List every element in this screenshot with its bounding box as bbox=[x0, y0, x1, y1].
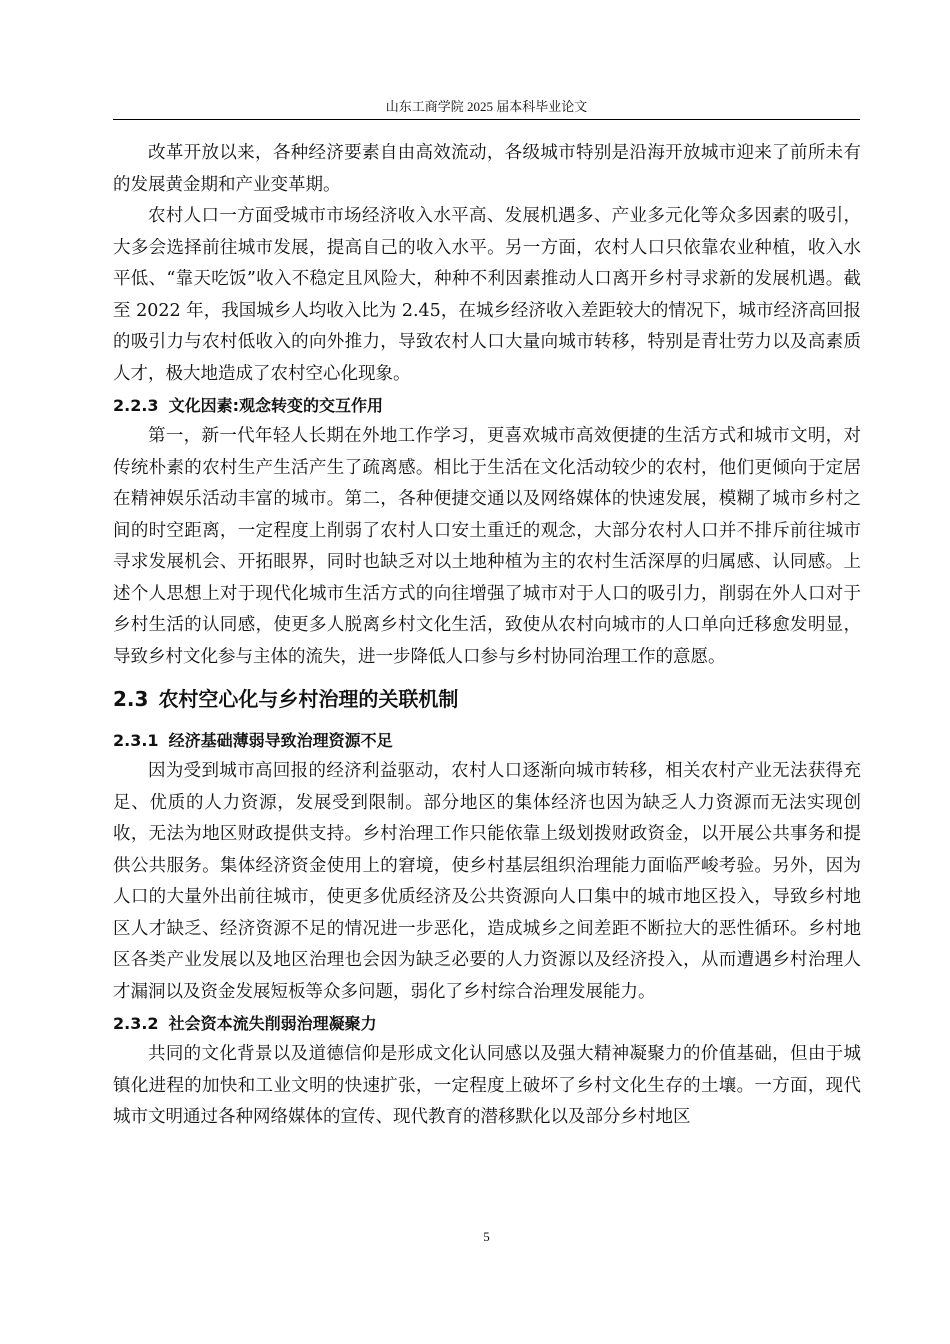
heading-title: 农村空心化与乡村治理的关联机制 bbox=[158, 687, 459, 711]
header-rule bbox=[113, 119, 860, 120]
heading-2-3-1 bbox=[113, 725, 861, 756]
paragraph-economic-base: 因为受到城市高回报的经济利益驱动，农村人口逐渐向城市转移，相关农村产业无法获得充足、优质的人力资源，发展受到限制。部分地区的集体经济也因为缺乏人力资源而无法实现创收，无法为地区财政提供支持。乡村治理工作只能依靠上级划拨财政资金，以开展公共事务和提供公共服务。集体经济资金使用上的窘境，使乡村基层组织治理能力面临严峻考验。另外，因为人口的大量外出前往城市，使更多优质经济及公共资源向人口集中的城市地区投入，导致乡村地区人才缺乏、经济资源不足的情况进一步恶化，造成城乡之间差距不断拉大的恶性循环。乡村地区各类产业发展以及地区治理也会因为缺乏必要的人力资源以及经济投入，从而遭遇乡村治理人才漏洞以及资金发展短板等众多问题，弱化了乡村综合治理发展能力。 bbox=[113, 761, 861, 1002]
page-number: 5 bbox=[483, 1229, 490, 1244]
heading-number: 2.3 bbox=[113, 687, 149, 711]
paragraph-cultural-factors: 第一，新一代年轻人长期在外地工作学习，更喜欢城市高效便捷的生活方式和城市文明，对传统朴素的农村生产生活产生了疏离感。相比于生活在文化活动较少的农村，他们更倾向于定居在精神娱乐活动丰富的城市。第二，各种便捷交通以及网络媒体的快速发展，模糊了城市乡村之间的时空距离，一定程度上削弱了农村人口安土重迁的观念，大部分农村人口并不排斥前往城市寻求发展机会、开拓眼界，同时也缺乏对以土地种植为主的农村生活深厚的归属感、认同感。上述个人思想上对于现代化城市生活方式的向往增强了城市对于人口的吸引力，削弱在外人口对于乡村生活的认同感，使更多人脱离乡村文化生活，致使从农村向城市的人口单向迁移愈发明显，导致乡村文化参与主体的流失，进一步降低人口参与乡村协同治理工作的意愿。 bbox=[113, 426, 861, 667]
page-body bbox=[113, 138, 861, 1134]
paragraph-intro: 改革开放以来，各种经济要素自由高效流动，各级城市特别是沿海开放城市迎来了前所未有的发展黄金期和产业变革期。 bbox=[113, 143, 861, 195]
heading-title: 文化因素:观念转变的交互作用 bbox=[168, 396, 383, 415]
heading-number: 2.3.2 bbox=[113, 1014, 159, 1033]
paragraph-rural-migration: 农村人口一方面受城市市场经济收入水平高、发展机遇多、产业多元化等众多因素的吸引，大多会选择前往城市发展，提高自己的收入水平。另一方面，农村人口只依靠农业种植，收入水平低、“靠天吃饭”收入不稳定且风险大，种种不利因素推动人口离开乡村寻求新的发展机遇。截至 2022 年，我国城乡人均收入比为 2.45，在城乡经济收入差距较大的情况下，城市经济高回报的吸引力与农村低收入的向外推力，导致农村人口大量向城市转移，特别是青壮劳力以及高素质人才，极大地造成了农村空心化现象。 bbox=[113, 206, 861, 384]
heading-title: 社会资本流失削弱治理凝聚力 bbox=[168, 1014, 377, 1033]
heading-2-3 bbox=[113, 679, 861, 719]
heading-2-2-3 bbox=[113, 390, 861, 421]
heading-number: 2.2.3 bbox=[113, 396, 159, 415]
heading-title: 经济基础薄弱导致治理资源不足 bbox=[168, 731, 393, 750]
running-header: 山东工商学院 2025 届本科毕业论文 bbox=[385, 99, 588, 114]
heading-number: 2.3.1 bbox=[113, 731, 159, 750]
paragraph-social-capital: 共同的文化背景以及道德信仰是形成文化认同感以及强大精神凝聚力的价值基础，但由于城镇化进程的加快和工业文明的快速扩张，一定程度上破坏了乡村文化生存的土壤。一方面，现代城市文明通过各种网络媒体的宣传、现代教育的潜移默化以及部分乡村地区 bbox=[113, 1044, 861, 1127]
heading-2-3-2 bbox=[113, 1008, 861, 1039]
